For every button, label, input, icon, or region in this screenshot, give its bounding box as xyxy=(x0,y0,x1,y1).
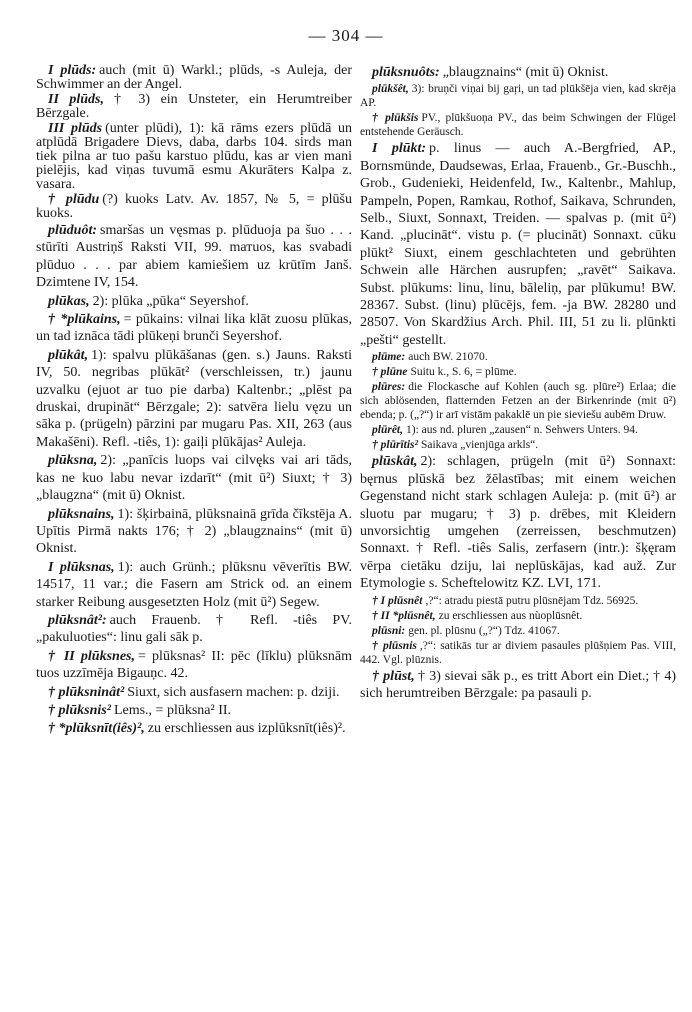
right-column xyxy=(360,64,676,703)
entry-text: 1): spalvu plūkāšanas (gen. s.) Jauns. Raksti IV, 50. negribas plūkāt² (verschleissen, tr.) jaunu uzvalku (ejuot ar tuo pie darba) Kaltenbr.; „plēst pa druskai, drupināt“ Bērzgale; 2): satvēra lielu vęzu un sāka p. (prügeln) pārzini par mugaru Pas. XII, 263 (aus Makašēni). Refl. -tiês, 1): gaiļi plūkājas² Auleja. xyxy=(36,347,352,450)
entry-text: Saikava „vienjūga arkls“. xyxy=(420,439,539,452)
dictionary-entry xyxy=(36,293,352,310)
entry-headword: plūksnuôts: xyxy=(372,65,440,80)
entry-headword: plūres: xyxy=(372,381,406,394)
entry-headword: plūskât, xyxy=(372,454,418,470)
entry-text: † 3) sievai sāk p., es tritt Abort ein Diet.; † 4) sich herumtreiben Bērzgale: pa pasauli p. xyxy=(360,668,676,701)
entry-text: = plūksnas² II: pēc (līklu) plūksnām tuos uzzīmēja Bigauņc. 42. xyxy=(36,648,353,682)
entry-headword: plūduôt: xyxy=(48,223,98,238)
entry-text: die Flockasche auf Kohlen (auch sg. plūre²) Erlaa; die sich ablösenden, flatternden Fetzen an der Birkenrinde (mit ū²) ebenda; p. („?“) ir arī vistām pakaklē un pie sieviešu aubēm Druw. xyxy=(360,381,676,422)
dictionary-entry xyxy=(360,594,676,608)
dictionary-entry xyxy=(360,365,676,379)
entry-text: 1): aus nd. pluren „zausen“ n. Sehwers Unters. 94. xyxy=(406,424,638,437)
entry-headword: plūkas, xyxy=(48,293,90,309)
entry-headword: † plūst, xyxy=(372,668,415,684)
entry-text: PV., plūkšuoņa PV., das beim Schwingen der Flügel entstehende Geräusch. xyxy=(360,112,676,139)
entry-headword: † plūne xyxy=(372,366,408,379)
entry-text: ,?“: atradu piestā putru plūsnējam Tdz. 56925. xyxy=(425,594,639,607)
page-number: — 304 — xyxy=(308,26,384,45)
dictionary-entry xyxy=(36,222,352,292)
dictionary-entry xyxy=(36,506,352,558)
dictionary-entry xyxy=(360,82,676,110)
dictionary-entry xyxy=(36,311,352,346)
entry-headword: † plūrītis² xyxy=(372,439,418,452)
entry-headword: † plūdu xyxy=(48,192,100,207)
entry-headword: † plūksninât² xyxy=(48,684,125,700)
dictionary-entry xyxy=(36,702,352,719)
entry-text: = pūkains: vilnai lika klāt zuosu plūkas, un tad iznāca tādi plūkeņi brunči Seyershof. xyxy=(36,312,352,345)
entry-text: 3): bruņči viņai bij gaŗi, un tad plūkšēja vien, kad skrēja AP. xyxy=(360,83,676,110)
entry-headword: plūksnât²: xyxy=(48,612,107,628)
dictionary-entry xyxy=(360,624,676,638)
dictionary-entry xyxy=(360,111,676,139)
entry-headword: † plūksnis² xyxy=(48,702,111,718)
entry-headword: † II *plūsnêt, xyxy=(372,609,436,622)
entry-headword: plūkšêt, xyxy=(372,83,409,96)
entry-text: 1): šķirbainā, plūksnainā grīda čīkstēja A. Upītis Pirmā nakts 176; † 2) „blaugznains“ (mit ū) Oknist. xyxy=(36,506,352,557)
entry-headword: I plūds: xyxy=(48,63,97,78)
dictionary-entry xyxy=(36,122,352,192)
entry-headword: I plūkt: xyxy=(372,141,427,157)
entry-text: 2): „panīcis luops vai cilvęks vai ari tāds, kas ne kuo labu nevar izdarīt“ (mit ū²) Siuxt; † 3) „blaugzna“ (mit ū) Oknist. xyxy=(36,453,352,504)
dictionary-entry xyxy=(360,350,676,364)
entry-text: Siuxt, sich ausfasern machen: p. dziji. xyxy=(127,684,340,700)
entry-headword: I plūksnas, xyxy=(48,559,115,575)
entry-text: † 3) ein Unsteter, ein Herumtreiber Bērzgale. xyxy=(36,92,352,121)
dictionary-entry xyxy=(360,64,676,81)
entry-headword: II plūds, xyxy=(48,92,104,107)
dictionary-entry xyxy=(36,684,352,701)
entry-headword: plūksna, xyxy=(48,453,98,469)
dictionary-entry xyxy=(360,438,676,452)
entry-headword: plūme: xyxy=(372,351,406,364)
entry-headword: † plūkšis xyxy=(372,112,419,125)
entry-text: auch BW. 21070. xyxy=(408,351,488,364)
entry-text: smaršas un vęsmas p. plūduoja pa šuo . . . stūrīti Austriņš Raksti VII, 99. mатuos, kas svabadi plūduo . . . par abiem kamiešiem uz krūtīm Janš. Dzimtene IV, 154. xyxy=(36,223,352,291)
entry-text: zu erschliessen aus izplūksnīt(iês)². xyxy=(147,721,346,737)
dictionary-entry xyxy=(360,668,676,703)
entry-headword: † I plūsnêt xyxy=(372,594,423,607)
entry-headword: † *plūkains, xyxy=(48,312,121,328)
entry-headword: plūksnains, xyxy=(48,506,115,522)
entry-text: Lems., = plūksna² II. xyxy=(113,702,232,718)
entry-text: auch (mit ū) Warkl.; plūds, -s Auleja, der Schwimmer an der Angel. xyxy=(36,63,352,92)
dictionary-entry xyxy=(36,64,352,92)
entry-headword: † *plūksnīt(iês)², xyxy=(48,721,145,737)
dictionary-entry xyxy=(360,453,676,592)
dictionary-entry xyxy=(36,452,352,504)
entry-headword: plūrêt, xyxy=(372,424,403,437)
entry-text: (?) kuoks Latv. Av. 1857, № 5, = plūšu kuoks. xyxy=(36,192,352,221)
dictionary-entry xyxy=(36,612,352,647)
dictionary-entry xyxy=(36,559,352,611)
entry-text: 2): plūka „pūka“ Seyershof. xyxy=(92,293,249,309)
entry-text: auch Frauenb. † Refl. -tiês PV. „pakuluoties“: linu gali sāk p. xyxy=(36,612,352,646)
dictionary-entry xyxy=(36,720,352,737)
dictionary-entry xyxy=(360,609,676,623)
dictionary-entry xyxy=(360,639,676,667)
entry-headword: † II plūksnes, xyxy=(48,648,135,664)
entry-text: 2): schlagen, prügeln (mit ū²) Sonnaxt: bęrnus plūskā bez žēlastības; mit einem weichen Gegenstand nicht stark schlagen Auleja: p. (mit ū²) ar sluotu par mugaru; † 3) p. drēbes, mit Kleidern unvorsichtig umgehen (zerreissen, beschmutzen) Sonnaxt. † Refl. -tiês Salis, zerfasern (intr.): šķęram vērpa cietāku dziju, lai neplūskājas, kad auž. Zur Etymologie s. Scheftelowitz KZ. LVI, 171. xyxy=(360,454,676,592)
entry-text: p. linus — auch A.-Bergfried, AP., Bornsmünde, Daudsewas, Erlaa, Frauenb., Gr.-Buschh., Grob., Gudenieki, Heidenfeld, Iw., Kaltenbr., Mahlup, Pampeln, Popen, Ramkau, Rothof, Saikava, Schrunden, Selb., Siuxt, Sonnaxt, Treiden. — spalvas p. (mit ū²) Kand. „plucināt“. vistu p. (= plucināt) Sonnaxt. cūku plūkt² Siuxt, einem geschlachteten und gebrühten Schwein alle Härchen ausrupfen; „ravēt“ Saikava. Subst. plūkums: linu, linu, bāleliņ, par plūkumu! BW. 28367. Subst. (linu) plūcējs, fem. -ja BW. 28280 und 28507. Von Skardžius Arch. Phil. III, 51 zu li. plūnkti „pešti“ gestellt. xyxy=(360,141,676,348)
entry-headword: † plūsnis xyxy=(372,639,417,652)
entry-text: Suitu k., S. 6, = plūme. xyxy=(410,366,517,379)
entry-headword: plūsni: xyxy=(372,624,406,637)
dictionary-entry xyxy=(360,423,676,437)
entry-headword: III plūds xyxy=(48,121,103,136)
entry-headword: plūkât, xyxy=(48,347,89,363)
entry-text: „blaugznains“ (mit ū) Oknist. xyxy=(442,65,609,80)
entry-text: ,?“: satikās tur ar diviem pasaules plūšņiem Pas. VIII, 442. Vgl. plūznis. xyxy=(360,639,676,666)
dictionary-entry xyxy=(36,193,352,221)
dictionary-entry xyxy=(36,93,352,121)
entry-text: (unter plūdi), 1): kā rāms ezers plūdā un atplūdā Brigadere Dievs, daba, darbs 104. sirds man tiek pilna ar tuo pašu karstuo plūdu, kas ar vien mani pielējis, kad viņas tuvumā esmu Akurāters Kalpa z. vasara. xyxy=(36,121,352,192)
dictionary-entry xyxy=(36,347,352,451)
entry-text: zu erschliessen aus nùoplūsnêt. xyxy=(438,609,583,622)
entry-text: 1): auch Grünh.; plūksnu vēverītis BW. 14517, 11 var.; die Fasern am Strick od. an einem starker Reibung ausgesetzten Holz (mit ū²) Segew. xyxy=(36,559,353,610)
dictionary-entry xyxy=(360,380,676,422)
entry-text: gen. pl. plūsnu („?“) Tdz. 41067. xyxy=(408,624,560,637)
left-column xyxy=(36,64,352,739)
dictionary-entry xyxy=(360,140,676,349)
dictionary-entry xyxy=(36,648,352,683)
